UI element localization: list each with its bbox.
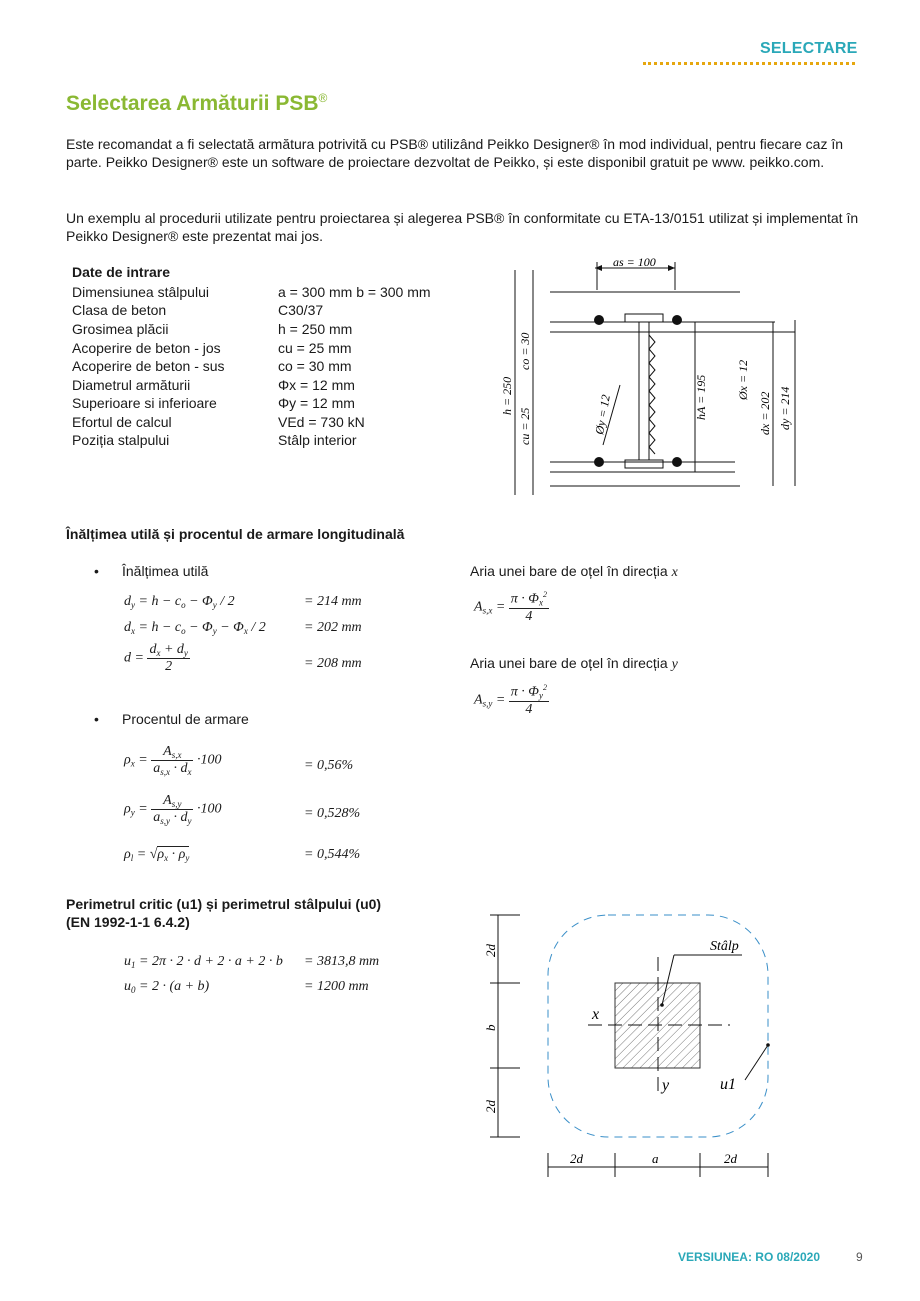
result-u1: = 3813,8 mm [304,954,380,969]
formula-asx: $A_{s,x}$ = $\frac{\pi \cdot \Phi_x^2}{4}$ [474,590,547,624]
label-2d-left: 2d [570,1151,583,1166]
result-d: = 208 mm [304,656,362,671]
result-rho-x: = 0,56% [304,758,354,773]
input-value: VEd = 730 kN [278,414,365,430]
intro-paragraph-1: Este recomandat a fi selectată armătura potrivită cu PSB® utilizând Peikko Designer® în mod individual, pentru fiecare caz în parte. Peikko Designer® este un software de proiectare dezvoltat de Peikko, și este disponibil gratuit pe www. peikko.com. [66,136,844,170]
bullet: • [94,711,99,727]
formula-rho-l: $\rho_l = √\rho_x \cdot \rho_y$ [124,847,190,863]
intro-paragraph-2: Un exemplu al procedurii utilizate pentru proiectarea și alegerea PSB® în conformitate cu ETA-13/0151 utilizat și implementat în Peikko Designer® este prezentat mai jos. [66,210,859,244]
section-diagram [495,250,815,500]
input-value: h = 250 mm [278,321,353,337]
input-label: Clasa de beton [72,302,167,318]
label-y: y [662,1077,670,1094]
formula-d: d = $\frac{d_x + d_y}{2}$ [124,642,188,674]
label-co: co = 30 [518,332,532,370]
label-2d-right: 2d [724,1151,737,1166]
input-label: Grosimea plăcii [72,321,169,337]
perimeter-heading: Perimetrul critic (u1) și perimetrul stâlpului (u0) [66,896,382,912]
label-cu: cu = 25 [518,407,532,445]
label-h: h = 250 [500,376,514,415]
result-rho-l: = 0,544% [304,847,361,862]
input-value: co = 30 mm [278,358,352,374]
page-title: Selectarea Armăturii PSB® [66,91,328,115]
label-dx: dx = 202 [758,391,772,435]
input-value: Φy = 12 mm [278,395,355,411]
input-label: Poziția stalpului [72,432,170,448]
input-label: Acoperire de beton - jos [72,340,221,356]
dotted-divider [643,62,855,65]
formula-asy: $A_{s,y}$ = $\frac{\pi \cdot \Phi_y^2}{4}$ [474,683,547,717]
label-2d-bottom: 2d [483,1100,498,1113]
input-value: C30/37 [278,302,324,318]
formula-dx: $d_x = h - c_o - \Phi_y - \Phi_x / 2$ [124,620,266,636]
input-value: Stâlp interior [278,432,357,448]
aria-x-label: Aria unei bare de oțel în direcția x [470,563,678,580]
label-ha: hA = 195 [694,374,708,420]
result-dx: = 202 mm [304,620,362,635]
aria-y-label: Aria unei bare de oțel în direcția y [470,655,678,672]
input-value: a = 300 mm b = 300 mm [278,284,431,300]
formula-rho-y: $\rho_y$ = $\frac{A_{s,y}}{a_{s,y} \cdot d_y}$ ·100 [124,793,222,826]
bullet-label: Înălțimea utilă [122,563,209,579]
label-b: b [483,1024,498,1031]
label-a: a [652,1151,659,1166]
result-dy: = 214 mm [304,594,362,609]
label-oy: Øy = 12 [592,393,613,436]
bullet-label: Procentul de armare [122,711,249,727]
input-value: Φx = 12 mm [278,377,355,393]
formula-u1: $u_1 = 2\pi \cdot 2 \cdot d + 2 \cdot a + 2 \cdot b$ [124,954,283,970]
label-ox: Øx = 12 [736,359,750,400]
label-u1: u1 [720,1076,736,1093]
input-value: cu = 25 mm [278,340,352,356]
result-rho-y: = 0,528% [304,806,361,821]
height-heading: Înălțimea utilă și procentul de armare longitudinală [66,526,405,542]
bullet: • [94,563,99,579]
label-2d-top: 2d [483,944,498,957]
label-as: as = 100 [613,255,656,269]
label-stalp: Stâlp [710,939,739,954]
section-label: SELECTARE [760,40,858,57]
footer-version: VERSIUNEA: RO 08/2020 [677,1250,820,1264]
label-dy: dy = 214 [778,386,792,430]
input-label: Acoperire de beton - sus [72,358,225,374]
formula-u0: $u_0 = 2 \cdot (a + b)$ [124,979,210,995]
plan-diagram [480,905,800,1185]
perimeter-subheading: (EN 1992-1-1 6.4.2) [66,914,190,930]
input-label: Efortul de calcul [72,414,172,430]
result-u0: = 1200 mm [304,979,369,994]
page-number: 9 [856,1250,863,1264]
formula-dy: $d_y = h - c_o - \Phi_y / 2$ [124,594,235,610]
input-label: Dimensiunea stâlpului [72,284,209,300]
label-x: x [592,1006,600,1023]
input-label: Diametrul armăturii [72,377,191,393]
inputs-heading: Date de intrare [72,264,171,280]
input-label: Superioare si inferioare [72,395,217,411]
formula-rho-x: $\rho_x$ = $\frac{A_{s,x}}{a_{s,x} \cdot d_x}$ ·100 [124,744,222,777]
